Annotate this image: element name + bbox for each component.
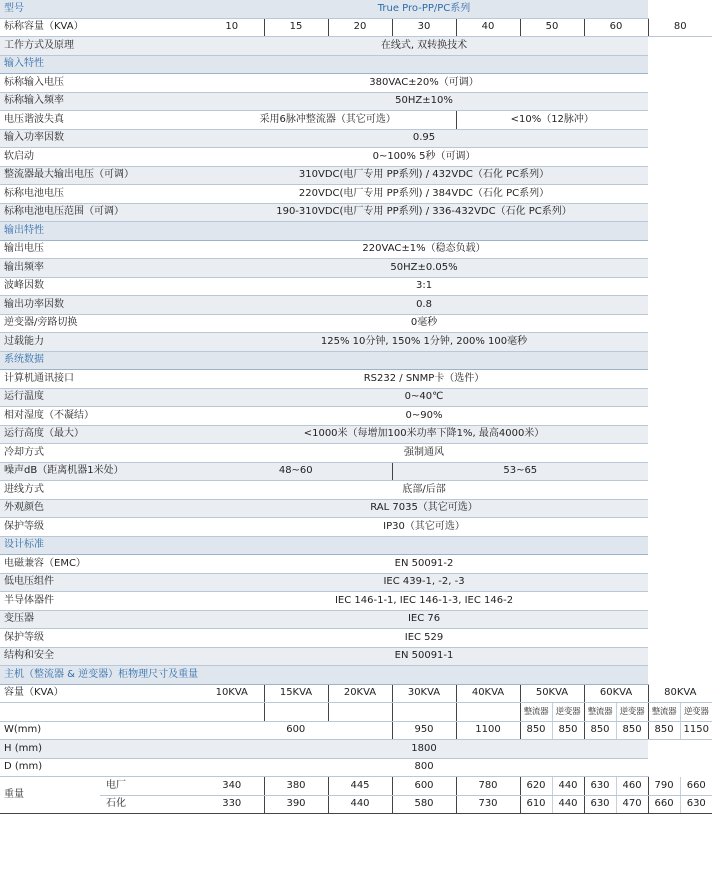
row-noise (0, 462, 712, 481)
row-value: 0.8 (200, 296, 648, 315)
row-crest (0, 277, 712, 296)
row-label: 逆变器/旁路切换 (0, 314, 200, 333)
row-label: 输出频率 (0, 259, 200, 278)
row-label: 标称电池电压 (0, 185, 200, 204)
sub-label-inverter: 逆变器 (616, 703, 648, 722)
row-height (0, 740, 712, 759)
row-dims-capacity (0, 684, 712, 703)
row-label: 保护等级 (0, 518, 200, 537)
row-label: 容量（KVA） (0, 684, 200, 703)
blank-cell (392, 703, 456, 722)
row-value: 0~100% 5秒（可调） (200, 148, 648, 167)
capacity-cell: 40KVA (456, 684, 520, 703)
capacity-cell: 40 (456, 18, 520, 37)
row-label: 半导体器件 (0, 592, 200, 611)
row-label: 保护等级 (0, 629, 200, 648)
row-label: 过载能力 (0, 333, 200, 352)
section-input (0, 55, 712, 74)
blank-cell (200, 703, 264, 722)
header-series: True Pro-PP/PC系列 (200, 0, 648, 18)
row-value-a: 采用6脉冲整流器（其它可选） (200, 111, 456, 130)
row-value: 800 (200, 758, 648, 777)
row-altitude (0, 425, 712, 444)
width-cell: 850 (584, 721, 616, 740)
row-value: 在线式, 双转换技术 (200, 37, 648, 56)
row-value: RAL 7035（其它可选） (200, 499, 648, 518)
row-bat-voltage (0, 185, 712, 204)
weight-cell: 730 (456, 795, 520, 814)
blank-cell (264, 703, 328, 722)
row-overload (0, 333, 712, 352)
row-value: 190-310VDC(电厂专用 PP系列) / 336-432VDC（石化 PC系列） (200, 203, 648, 222)
width-cell: 600 (200, 721, 392, 740)
row-label: 整流器最大输出电压（可调） (0, 166, 200, 185)
row-temp (0, 388, 712, 407)
row-protection2 (0, 629, 712, 648)
capacity-cell: 15 (264, 18, 328, 37)
capacity-cell: 50KVA (520, 684, 584, 703)
section-output (0, 222, 712, 241)
row-weight-petro (0, 795, 712, 814)
capacity-cell: 60 (584, 18, 648, 37)
row-label: 标称容量（KVA） (0, 18, 200, 37)
row-transformer (0, 610, 712, 629)
row-value: 0~40℃ (200, 388, 648, 407)
capacity-cell: 10KVA (200, 684, 264, 703)
row-label: D (mm) (0, 758, 200, 777)
weight-sub-label: 石化 (100, 795, 200, 814)
section-title: 系统数据 (0, 351, 648, 370)
row-switch (0, 314, 712, 333)
capacity-cell: 10 (200, 18, 264, 37)
section-title: 输出特性 (0, 222, 648, 241)
row-value: 1800 (200, 740, 648, 759)
capacity-cell: 30KVA (392, 684, 456, 703)
width-cell: 850 (648, 721, 680, 740)
row-label: 外观颜色 (0, 499, 200, 518)
row-value: 强制通风 (200, 444, 648, 463)
row-value: 310VDC(电厂专用 PP系列) / 432VDC（石化 PC系列） (200, 166, 648, 185)
row-cable (0, 481, 712, 500)
capacity-cell: 20KVA (328, 684, 392, 703)
row-width (0, 721, 712, 740)
row-label: 进线方式 (0, 481, 200, 500)
row-value-b: <10%（12脉冲） (456, 111, 648, 130)
sub-label-inverter: 逆变器 (680, 703, 712, 722)
width-cell: 1100 (456, 721, 520, 740)
row-label: 相对湿度（不凝结） (0, 407, 200, 426)
header-label: 型号 (0, 0, 200, 18)
width-cell: 850 (552, 721, 584, 740)
row-value: 0~90% (200, 407, 648, 426)
row-value: IP30（其它可选） (200, 518, 648, 537)
row-label: 标称输入频率 (0, 92, 200, 111)
row-value-a: 48~60 (200, 462, 392, 481)
row-sub-labels (0, 703, 712, 722)
row-mode (0, 37, 712, 56)
row-value: IEC 529 (200, 629, 648, 648)
row-label: 电磁兼容（EMC） (0, 555, 200, 574)
weight-cell: 630 (680, 795, 712, 814)
width-cell: 850 (616, 721, 648, 740)
row-label: 结构和安全 (0, 647, 200, 666)
row-depth (0, 758, 712, 777)
row-rect-max (0, 166, 712, 185)
sub-label-rectifier: 整流器 (648, 703, 680, 722)
section-system (0, 351, 712, 370)
row-value: 50HZ±0.05% (200, 259, 648, 278)
capacity-cell: 30 (392, 18, 456, 37)
capacity-cell: 80KVA (648, 684, 712, 703)
row-value: IEC 146-1-1, IEC 146-1-3, IEC 146-2 (200, 592, 648, 611)
row-value: 220VDC(电厂专用 PP系列) / 384VDC（石化 PC系列） (200, 185, 648, 204)
weight-cell: 630 (584, 777, 616, 796)
capacity-cell: 50 (520, 18, 584, 37)
row-input-voltage (0, 74, 712, 93)
weight-cell: 630 (584, 795, 616, 814)
row-label: 工作方式及原理 (0, 37, 200, 56)
row-value: 220VAC±1%（稳态负载） (200, 240, 648, 259)
blank-cell (328, 703, 392, 722)
row-label: 标称电池电压范围（可调） (0, 203, 200, 222)
row-thd (0, 111, 712, 130)
row-label: 噪声dB（距离机器1米处） (0, 462, 200, 481)
row-label: 运行高度（最大） (0, 425, 200, 444)
row-input-pf (0, 129, 712, 148)
row-value: EN 50091-1 (200, 647, 648, 666)
row-value: RS232 / SNMP卡（选件） (200, 370, 648, 389)
weight-sub-label: 电厂 (100, 777, 200, 796)
weight-cell: 340 (200, 777, 264, 796)
weight-cell: 660 (648, 795, 680, 814)
row-value: 3:1 (200, 277, 648, 296)
weight-cell: 620 (520, 777, 552, 796)
row-weight-plant (0, 777, 712, 796)
weight-cell: 440 (552, 795, 584, 814)
row-value: IEC 439-1, -2, -3 (200, 573, 648, 592)
row-label: 变压器 (0, 610, 200, 629)
row-protection (0, 518, 712, 537)
row-label: H (mm) (0, 740, 200, 759)
row-value: 底部/后部 (200, 481, 648, 500)
weight-cell: 440 (328, 795, 392, 814)
row-label: 输出功率因数 (0, 296, 200, 315)
row-out-pf (0, 296, 712, 315)
row-label: 软启动 (0, 148, 200, 167)
sub-label-rectifier: 整流器 (584, 703, 616, 722)
capacity-cell: 15KVA (264, 684, 328, 703)
sub-label-rectifier: 整流器 (520, 703, 552, 722)
weight-cell: 780 (456, 777, 520, 796)
row-cooling (0, 444, 712, 463)
weight-cell: 440 (552, 777, 584, 796)
weight-label: 重量 (0, 777, 100, 814)
row-label: 标称输入电压 (0, 74, 200, 93)
weight-cell: 600 (392, 777, 456, 796)
capacity-cell: 20 (328, 18, 392, 37)
weight-cell: 390 (264, 795, 328, 814)
row-comm (0, 370, 712, 389)
section-title: 设计标准 (0, 536, 648, 555)
row-label: 输入功率因数 (0, 129, 200, 148)
blank-cell (456, 703, 520, 722)
row-value: <1000米（每增加100米功率下降1%, 最高4000米） (200, 425, 648, 444)
header-row (0, 0, 712, 18)
row-out-freq (0, 259, 712, 278)
row-value: EN 50091-2 (200, 555, 648, 574)
weight-cell: 660 (680, 777, 712, 796)
row-color (0, 499, 712, 518)
sub-label-inverter: 逆变器 (552, 703, 584, 722)
row-safety (0, 647, 712, 666)
row-input-freq (0, 92, 712, 111)
section-title: 主机（整流器 & 逆变器）柜物理尺寸及重量 (0, 666, 648, 685)
section-dims (0, 666, 712, 685)
weight-cell: 330 (200, 795, 264, 814)
blank-cell (0, 703, 200, 722)
row-label: 电压谐波失真 (0, 111, 200, 130)
section-title: 输入特性 (0, 55, 648, 74)
width-cell: 950 (392, 721, 456, 740)
weight-cell: 460 (616, 777, 648, 796)
row-value: IEC 76 (200, 610, 648, 629)
row-label: 低电压组件 (0, 573, 200, 592)
capacity-cell: 80 (648, 18, 712, 37)
row-lv (0, 573, 712, 592)
row-out-voltage (0, 240, 712, 259)
row-label: 冷却方式 (0, 444, 200, 463)
row-capacity (0, 18, 712, 37)
row-label: 计算机通讯接口 (0, 370, 200, 389)
capacity-cell: 60KVA (584, 684, 648, 703)
row-value: 0.95 (200, 129, 648, 148)
weight-cell: 470 (616, 795, 648, 814)
row-value: 0毫秒 (200, 314, 648, 333)
row-label: 波峰因数 (0, 277, 200, 296)
weight-cell: 445 (328, 777, 392, 796)
width-cell: 850 (520, 721, 552, 740)
row-semi (0, 592, 712, 611)
weight-cell: 580 (392, 795, 456, 814)
row-value: 50HZ±10% (200, 92, 648, 111)
section-standard (0, 536, 712, 555)
row-value-b: 53~65 (392, 462, 648, 481)
row-value: 125% 10分钟, 150% 1分钟, 200% 100毫秒 (200, 333, 648, 352)
row-label: 输出电压 (0, 240, 200, 259)
row-label: 运行温度 (0, 388, 200, 407)
row-humidity (0, 407, 712, 426)
width-cell: 1150 (680, 721, 712, 740)
row-label: W(mm) (0, 721, 200, 740)
row-emc (0, 555, 712, 574)
weight-cell: 380 (264, 777, 328, 796)
row-soft-start (0, 148, 712, 167)
row-bat-range (0, 203, 712, 222)
weight-cell: 790 (648, 777, 680, 796)
weight-cell: 610 (520, 795, 552, 814)
row-value: 380VAC±20%（可调） (200, 74, 648, 93)
